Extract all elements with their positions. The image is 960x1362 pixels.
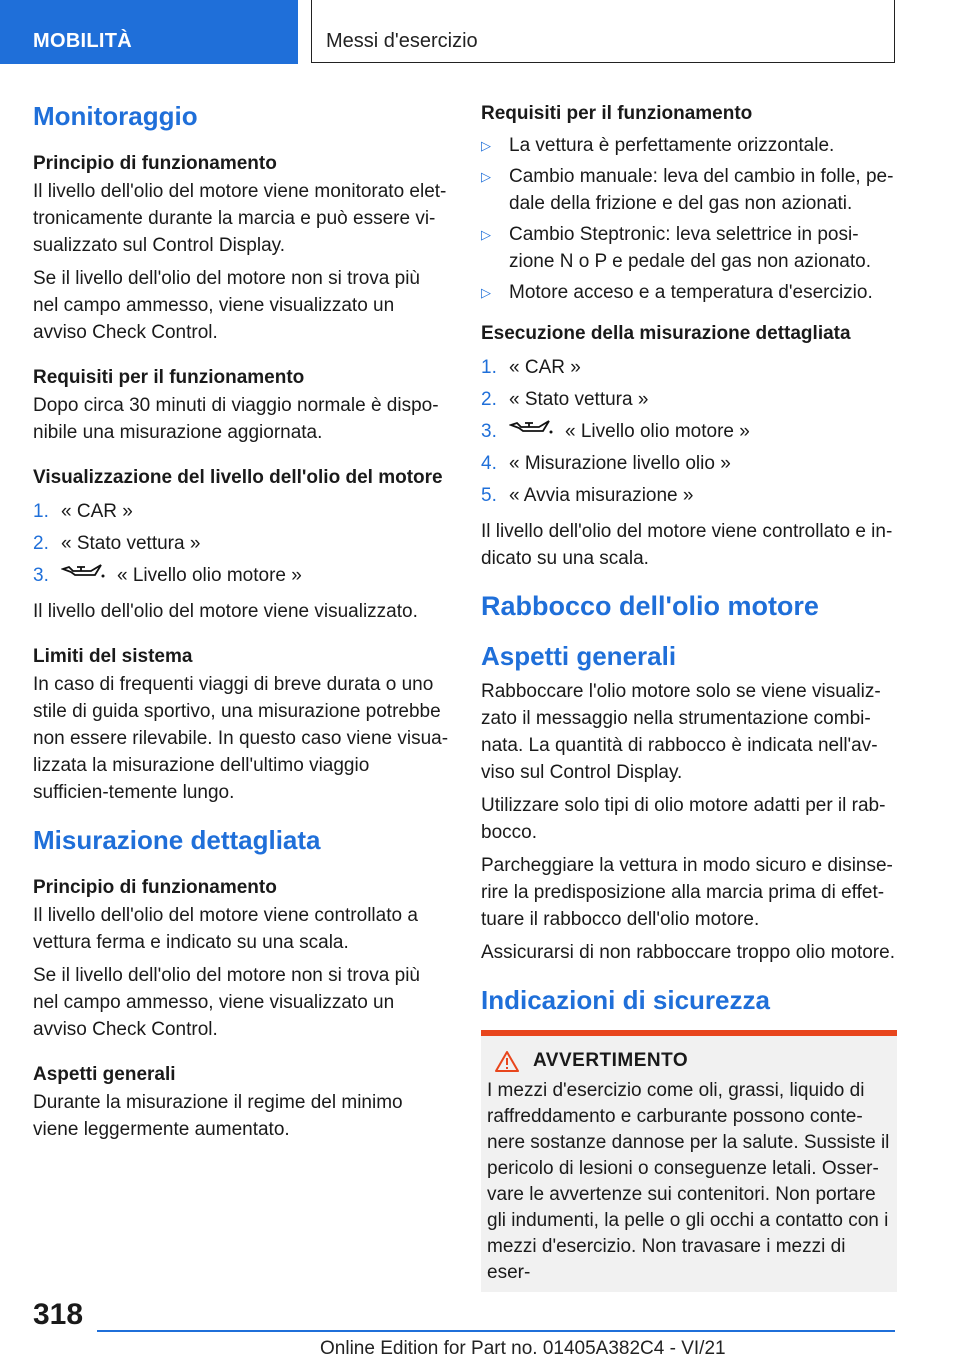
section-tab bbox=[0, 0, 298, 64]
list-item: 1. « CAR » bbox=[33, 501, 133, 522]
oil-can-icon bbox=[509, 416, 553, 436]
warning-text: I mezzi d'esercizio come oli, grassi, liquido di raffreddamento e carburante possono conte-nere sostanze dannose per la salute. Sussiste il pericolo di lesioni o conseguenze letali. Osser-vare le avvertenze sui contenitori. Non portare gli indumenti, la pelle o gli occhi a contatto con i mezzi d'esercizio. Non travasare i mezzi di eser- bbox=[487, 1080, 890, 1283]
list-item: 3. « Livello olio motore » bbox=[33, 560, 449, 592]
execution-paragraph: Il livello dell'olio del motore viene controllato e in-dicato su una scala. bbox=[481, 521, 893, 569]
triangle-bullet-icon: ▷ bbox=[481, 285, 491, 300]
principle-heading: Principio di funzionamento bbox=[33, 153, 277, 174]
limits-heading: Limiti del sistema bbox=[33, 646, 193, 667]
list-item: ▷ La vettura è perfettamente orizzontale. bbox=[481, 132, 897, 159]
safety-heading: Indicazioni di sicurezza bbox=[481, 985, 770, 1015]
requirements-list bbox=[481, 132, 897, 306]
warning-triangle-icon bbox=[495, 1050, 519, 1072]
principle-paragraph-2: Se il livello dell'olio del motore non si trova più nel campo ammesso, viene visualizzato un avviso Check Control. bbox=[33, 268, 420, 343]
left-column bbox=[33, 100, 449, 1161]
list-item: 2. « Stato vettura » bbox=[481, 389, 649, 410]
refill-heading: Rabbocco dell'olio motore bbox=[481, 591, 819, 621]
chapter-header bbox=[311, 0, 895, 63]
requirements-paragraph: Dopo circa 30 minuti di viaggio normale è dispo-nibile una misurazione aggiornata. bbox=[33, 395, 439, 443]
visualization-heading: Visualizzazione del livello dell'olio del motore bbox=[33, 467, 443, 488]
refill-paragraph-3: Parcheggiare la vettura in modo sicuro e disinse-rire la predisposizione alla marcia prima di effet-tuare il rabbocco dell'olio motore. bbox=[481, 855, 893, 930]
footer-divider bbox=[97, 1330, 895, 1332]
refill-paragraph-2: Utilizzare solo tipi di olio motore adatti per il rab-bocco. bbox=[481, 795, 886, 843]
execution-heading: Esecuzione della misurazione dettagliata bbox=[481, 323, 851, 344]
visualization-paragraph: Il livello dell'olio del motore viene visualizzato. bbox=[33, 601, 418, 622]
list-item: ▷ Cambio Steptronic: leva selettrice in posi-zione N o P e pedale del gas non azionato. bbox=[481, 221, 897, 275]
triangle-bullet-icon: ▷ bbox=[481, 169, 491, 184]
footer-edition: Online Edition for Part no. 01405A382C4 - VI/21 bbox=[320, 1338, 726, 1359]
refill-paragraph-4: Assicurarsi di non rabboccare troppo olio motore. bbox=[481, 942, 895, 963]
page-number: 318 bbox=[33, 1298, 84, 1331]
general-paragraph: Durante la misurazione il regime del minimo viene leggermente aumentato. bbox=[33, 1092, 403, 1140]
detail-paragraph-1: Il livello dell'olio del motore viene controllato a vettura ferma e indicato su una scala. bbox=[33, 905, 418, 953]
refill-paragraph-1: Rabboccare l'olio motore solo se viene visualiz-zato il messaggio nella strumentazione combi-nata. La quantità di rabbocco è indicata nell'av-viso sul Control Display. bbox=[481, 681, 881, 783]
principle-paragraph-1: Il livello dell'olio del motore viene monitorato elet-tronicamente durante la marcia e può essere vi-sualizzato sul Control Display. bbox=[33, 181, 447, 256]
triangle-bullet-icon: ▷ bbox=[481, 227, 491, 242]
requirements-heading: Requisiti per il funzionamento bbox=[33, 367, 305, 388]
monitor-heading: Monitoraggio bbox=[33, 101, 198, 131]
list-item: 5. « Avvia misurazione » bbox=[481, 485, 694, 506]
detail-paragraph-2: Se il livello dell'olio del motore non si trova più nel campo ammesso, viene visualizzato un avviso Check Control. bbox=[33, 965, 420, 1040]
list-item: 4. « Misurazione livello olio » bbox=[481, 453, 731, 474]
detail-heading: Misurazione dettagliata bbox=[33, 825, 321, 855]
oil-can-icon bbox=[61, 560, 105, 580]
warning-title: AVVERTIMENTO bbox=[533, 1050, 689, 1071]
list-item: 1. « CAR » bbox=[481, 357, 581, 378]
list-item: 3. « Livello olio motore » bbox=[481, 416, 897, 448]
warning-box bbox=[481, 1030, 897, 1292]
list-item: ▷ Motore acceso e a temperatura d'esercizio. bbox=[481, 279, 897, 306]
execution-steps bbox=[481, 352, 897, 512]
general-heading: Aspetti generali bbox=[33, 1064, 176, 1085]
limits-paragraph: In caso di frequenti viaggi di breve durata o uno stile di guida sportivo, una misurazione potrebbe non essere rilevabile. In questo caso viene visua-lizzata la misurazione dell'ultimo viaggio sufficien-temente lungo. bbox=[33, 674, 449, 803]
list-item: ▷ Cambio manuale: leva del cambio in folle, pe-dale della frizione e del gas non azionati. bbox=[481, 163, 897, 217]
triangle-bullet-icon: ▷ bbox=[481, 138, 491, 153]
list-item: 2. « Stato vettura » bbox=[33, 533, 201, 554]
requirements-heading-right: Requisiti per il funzionamento bbox=[481, 103, 753, 124]
refill-general-heading: Aspetti generali bbox=[481, 641, 677, 671]
detail-principle-heading: Principio di funzionamento bbox=[33, 877, 277, 898]
section-title: MOBILITÀ bbox=[33, 30, 133, 52]
visualization-steps bbox=[33, 496, 449, 592]
right-column bbox=[481, 100, 897, 1292]
chapter-title: Messi d'esercizio bbox=[326, 30, 478, 52]
